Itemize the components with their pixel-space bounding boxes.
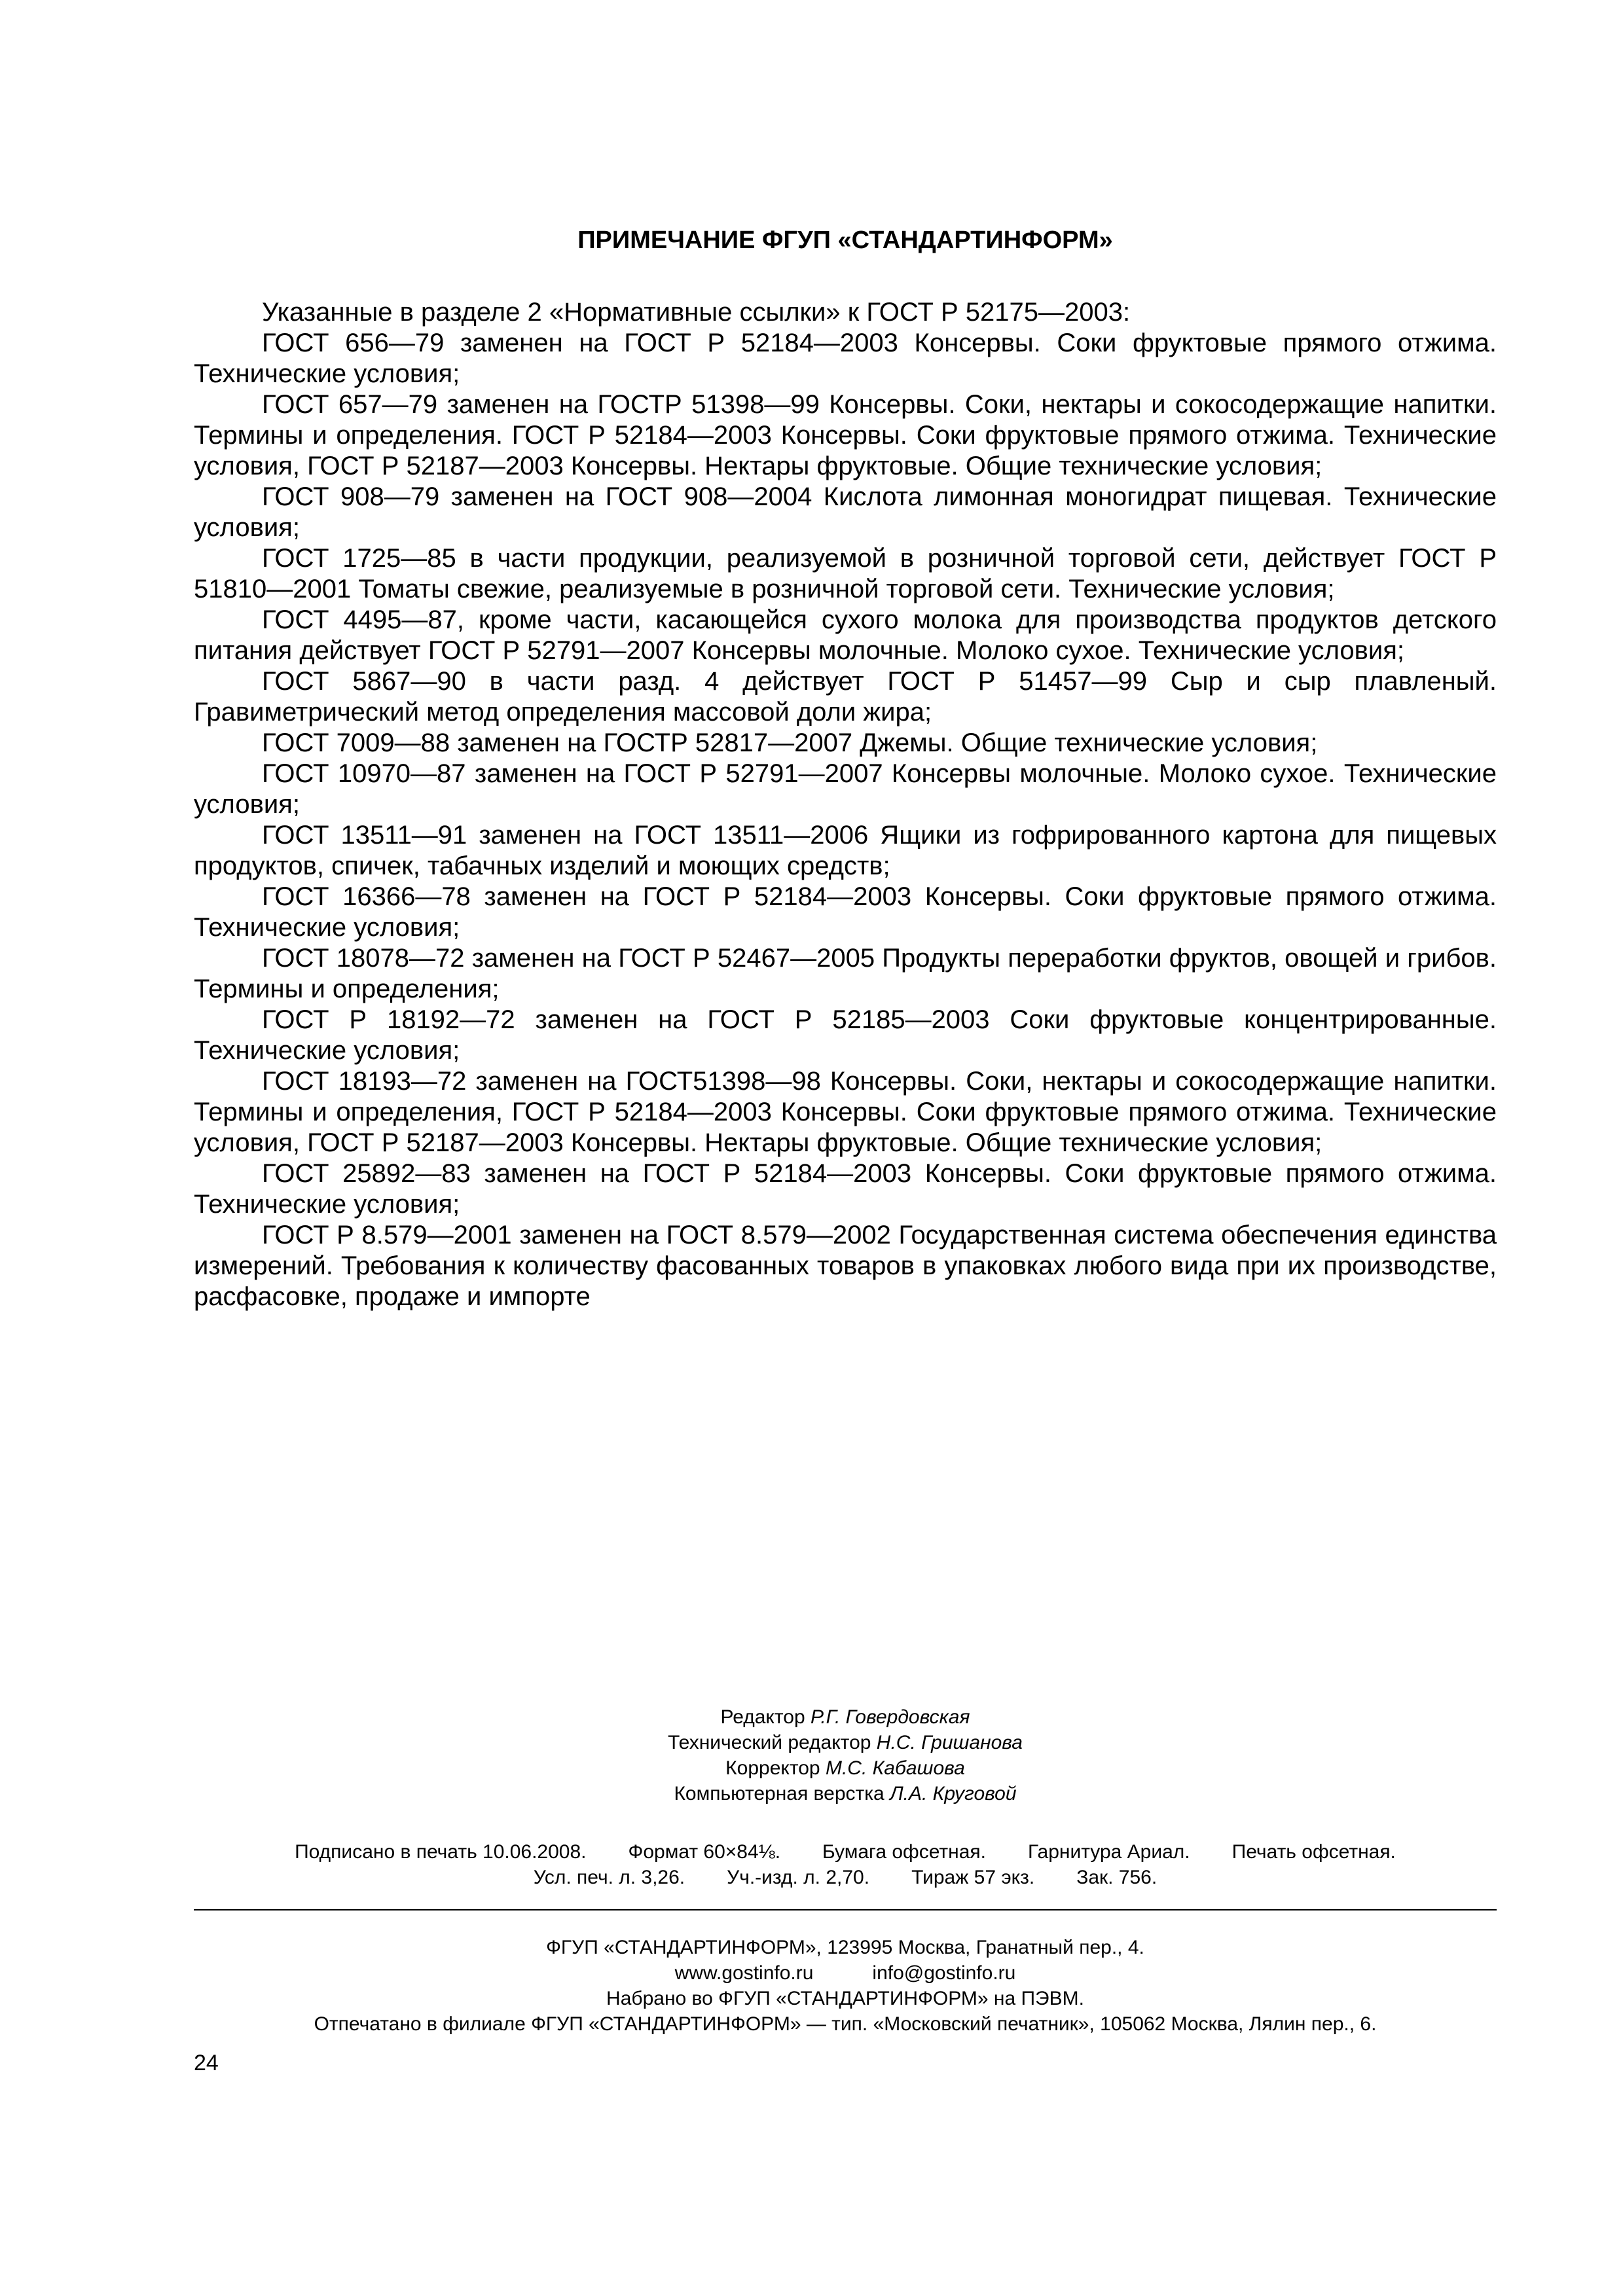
note-paragraph: ГОСТ Р 18192—72 заменен на ГОСТ Р 52185—2003 Соки фруктовые концентрированные. Технические условия; [194, 1005, 1497, 1065]
email-link[interactable]: info@gostinfo.ru [872, 1962, 1016, 1984]
note-paragraph: ГОСТ 656—79 заменен на ГОСТ Р 52184—2003 Консервы. Соки фруктовые прямого отжима. Технические условия; [194, 329, 1497, 388]
print-method: Печать офсетная. [1231, 1841, 1396, 1863]
note-paragraph: ГОСТ 16366—78 заменен на ГОСТ Р 52184—2003 Консервы. Соки фруктовые прямого отжима. Технические условия; [194, 882, 1497, 942]
note-paragraph: ГОСТ 4495—87, кроме части, касающейся сухого молока для производства продуктов детского питания действует ГОСТ Р 52791—2007 Консервы молочные. Молоко сухое. Технические условия; [194, 605, 1497, 665]
note-paragraph: ГОСТ 1725—85 в части продукции, реализуемой в розничной торговой сети, действует ГОСТ Р 51810—2001 Томаты свежие, реализуемые в розничной торговой сети. Технические условия; [194, 544, 1497, 603]
signed-date: Подписано в печать 10.06.2008. [295, 1841, 587, 1863]
note-paragraph: ГОСТ 10970—87 заменен на ГОСТ Р 52791—2007 Консервы молочные. Молоко сухое. Технические условия; [194, 759, 1497, 819]
publication-line-1 [194, 1839, 1497, 1865]
note-body [194, 297, 1497, 1312]
credit-name: Л.А. Круговой [890, 1783, 1017, 1804]
paper: Бумага офсетная. [822, 1841, 986, 1863]
credit-name: М.С. Кабашова [825, 1757, 965, 1779]
credit-technical-editor [194, 1730, 1497, 1755]
note-paragraph: ГОСТ Р 8.579—2001 заменен на ГОСТ 8.579—2002 Государственная система обеспечения единства измерений. Требования к количеству фасованных товаров в упаковках любого вида при их производстве, расфасовке, продаже и импорте [194, 1221, 1497, 1311]
editorial-credits [194, 1704, 1497, 1806]
credit-role: Технический редактор [668, 1732, 871, 1753]
printed-sheets: Усл. печ. л. 3,26. [533, 1867, 685, 1888]
note-paragraph: ГОСТ 7009—88 заменен на ГОСТР 52817—2007 Джемы. Общие технические условия; [262, 728, 1318, 757]
typeface: Гарнитура Ариал. [1027, 1841, 1190, 1863]
page-number: 24 [194, 2051, 219, 2075]
divider [194, 1909, 1497, 1910]
credit-name: Н.С. Гришанова [876, 1732, 1023, 1753]
typeset-note: Набрано во ФГУП «СТАНДАРТИНФОРМ» на ПЭВМ. [606, 1988, 1084, 2009]
contact-line [194, 1960, 1497, 1986]
note-paragraph: ГОСТ 5867—90 в части разд. 4 действует ГОСТ Р 51457—99 Сыр и сыр плавленый. Гравиметрический метод определения массовой доли жира; [194, 667, 1497, 726]
website-link[interactable]: www.gostinfo.ru [674, 1962, 814, 1984]
note-paragraph: ГОСТ 908—79 заменен на ГОСТ 908—2004 Кислота лимонная моногидрат пищевая. Технические условия; [194, 482, 1497, 542]
publisher-sheets: Уч.-изд. л. 2,70. [727, 1867, 870, 1888]
note-paragraph: ГОСТ 13511—91 заменен на ГОСТ 13511—2006 Ящики из гофрированного картона для пищевых продуктов, спичек, табачных изделий и моющих средств; [194, 821, 1497, 880]
credit-role: Компьютерная верстка [674, 1783, 884, 1804]
credit-role: Редактор [720, 1706, 805, 1728]
note-paragraph: ГОСТ 25892—83 заменен на ГОСТ Р 52184—2003 Консервы. Соки фруктовые прямого отжима. Технические условия; [194, 1159, 1497, 1219]
note-paragraph: ГОСТ 18193—72 заменен на ГОСТ51398—98 Консервы. Соки, нектары и сокосодержащие напитки. Термины и определения, ГОСТ Р 52184—2003 Консервы. Соки фруктовые прямого отжима. Технические условия, ГОСТ Р 52187—2003 Консервы. Нектары фруктовые. Общие технические условия; [194, 1067, 1497, 1157]
printed-note: Отпечатано в филиале ФГУП «СТАНДАРТИНФОРМ» — тип. «Московский печатник», 105062 Москва, Лялин пер., 6. [314, 2013, 1377, 2035]
print-run: Тираж 57 экз. [911, 1867, 1035, 1888]
note-paragraph: ГОСТ 657—79 заменен на ГОСТР 51398—99 Консервы. Соки, нектары и сокосодержащие напитки. Термины и определения. ГОСТ Р 52184—2003 Консервы. Соки фруктовые прямого отжима. Технические условия, ГОСТ Р 52187—2003 Консервы. Нектары фруктовые. Общие технические условия; [194, 390, 1497, 480]
credit-editor [194, 1704, 1497, 1730]
note-paragraph: ГОСТ 18078—72 заменен на ГОСТ Р 52467—2005 Продукты переработки фруктов, овощей и грибов. Термины и определения; [194, 944, 1497, 1003]
credit-layout [194, 1781, 1497, 1806]
printer-details [194, 1935, 1497, 2037]
publisher-address: ФГУП «СТАНДАРТИНФОРМ», 123995 Москва, Гранатный пер., 4. [546, 1937, 1144, 1958]
credit-role: Корректор [725, 1757, 820, 1779]
order-number: Зак. 756. [1076, 1867, 1158, 1888]
format: Формат 60×84⅛. [628, 1841, 781, 1863]
publication-line-2 [194, 1865, 1497, 1890]
page-title: ПРИМЕЧАНИЕ ФГУП «СТАНДАРТИНФОРМ» [577, 226, 1113, 254]
credit-name: Р.Г. Говердовская [810, 1706, 970, 1728]
credit-proofreader [194, 1755, 1497, 1781]
publication-details [194, 1839, 1497, 1890]
note-paragraph: Указанные в разделе 2 «Нормативные ссылки» к ГОСТ Р 52175—2003: [262, 298, 1131, 327]
